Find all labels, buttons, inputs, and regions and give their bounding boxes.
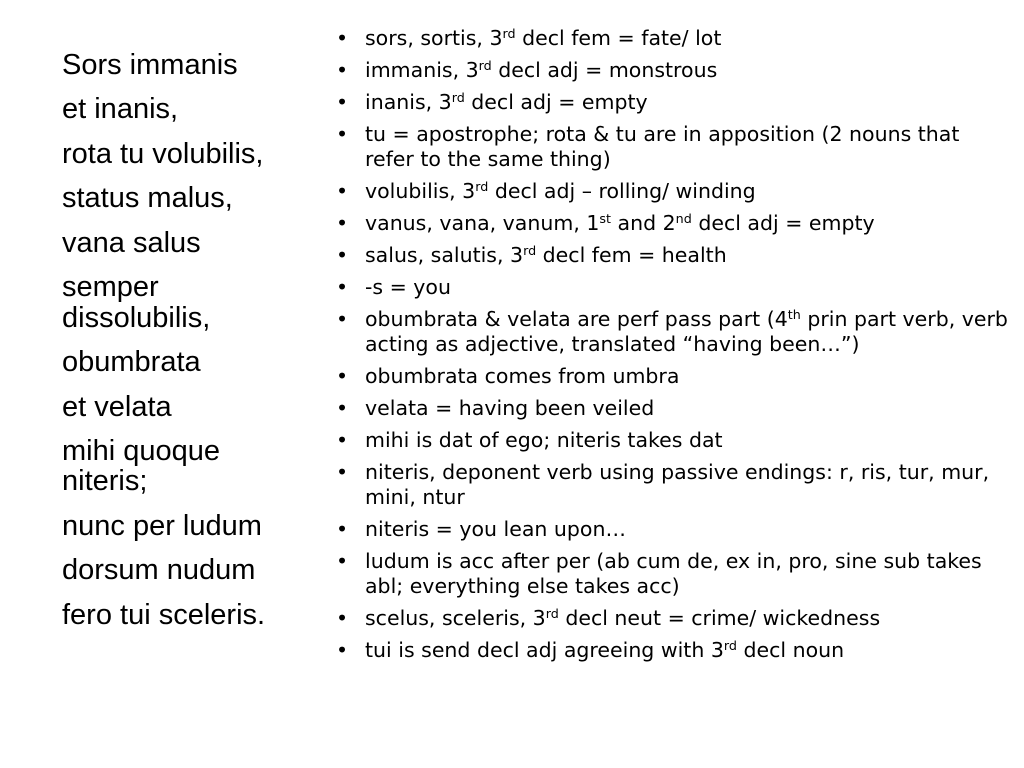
note-text-segment: vanus, vana, vanum, 1 (365, 211, 600, 235)
bullet-icon: • (335, 638, 349, 662)
note-item (332, 179, 1012, 204)
note-text (365, 460, 989, 509)
note-text-segment: decl adj = empty (464, 90, 648, 114)
note-text-segment: prin part verb, verb acting as adjective, translated “having been…”) (365, 307, 1008, 356)
note-item (332, 307, 1012, 357)
ordinal-suffix: nd (675, 211, 692, 227)
bullet-icon: • (335, 243, 349, 267)
note-text (365, 638, 844, 662)
bullet-icon: • (335, 549, 349, 573)
note-text-segment: decl adj = empty (691, 211, 875, 235)
bullet-icon: • (335, 122, 349, 146)
bullet-icon: • (335, 179, 349, 203)
note-text-segment: tu = apostrophe; rota & tu are in apposition (2 nouns that refer to the same thing) (365, 122, 960, 171)
note-text (365, 26, 721, 50)
bullet-icon: • (335, 460, 349, 484)
note-text-segment: immanis, 3 (365, 58, 479, 82)
ordinal-suffix: rd (523, 243, 537, 259)
note-text (365, 307, 1008, 356)
note-text-segment: velata = having been veiled (365, 396, 655, 420)
note-item (332, 58, 1012, 83)
note-text-segment: inanis, 3 (365, 90, 452, 114)
note-item (332, 122, 1012, 172)
note-text (365, 549, 982, 598)
note-text (365, 606, 880, 630)
note-text (365, 58, 717, 82)
poem-line: mihi quoque niteris; (62, 434, 220, 498)
poem-line: status malus, (62, 182, 233, 215)
note-item (332, 211, 1012, 236)
poem-line: semper dissolubilis, (62, 271, 211, 334)
poem-line: vana salus (62, 226, 201, 259)
note-item (332, 90, 1012, 115)
note-text-segment: scelus, sceleris, 3 (365, 606, 546, 630)
note-text (365, 122, 959, 171)
note-text-segment: decl neut = crime/ wickedness (558, 606, 881, 630)
poem-line: et velata (62, 390, 172, 423)
note-text-segment: decl fem = fate/ lot (515, 26, 722, 50)
poem-line: et inanis, (62, 93, 179, 126)
bullet-icon: • (335, 26, 349, 50)
note-text (365, 211, 875, 235)
note-text-segment: -s = you (365, 275, 451, 299)
note-item (332, 460, 1012, 510)
note-text-segment: decl adj = monstrous (491, 58, 718, 82)
note-text-segment: decl adj – rolling/ winding (488, 179, 756, 203)
note-item (332, 606, 1012, 631)
note-text (365, 396, 654, 420)
bullet-icon: • (335, 58, 349, 82)
bullet-icon: • (335, 517, 349, 541)
note-text-segment: and 2 (611, 211, 676, 235)
ordinal-suffix: rd (478, 58, 492, 74)
note-text (365, 517, 626, 541)
note-item (332, 638, 1012, 663)
poem-line: fero tui sceleris. (62, 598, 266, 631)
note-text-segment: decl fem = health (536, 243, 727, 267)
note-text (365, 364, 679, 388)
note-text (365, 275, 451, 299)
note-text-segment: decl noun (736, 638, 845, 662)
bullet-icon: • (335, 307, 349, 331)
poem-line: dorsum nudum (62, 554, 256, 587)
note-text-segment: niteris, deponent verb using passive endings: r, ris, tur, mur, mini, ntur (365, 460, 990, 509)
bullet-icon: • (335, 211, 349, 235)
ordinal-suffix: rd (723, 638, 737, 654)
note-text-segment: niteris = you lean upon… (365, 517, 626, 541)
ordinal-suffix: th (787, 307, 801, 323)
notes-list (332, 26, 1012, 670)
note-text-segment: ludum is acc after per (ab cum de, ex in, pro, sine sub takes abl; everything else takes acc) (365, 549, 982, 598)
ordinal-suffix: rd (451, 90, 465, 106)
note-item (332, 275, 1012, 300)
note-text-segment: mihi is dat of ego; niteris takes dat (365, 428, 723, 452)
bullet-icon: • (335, 275, 349, 299)
ordinal-suffix: rd (502, 26, 516, 42)
note-text-segment: volubilis, 3 (365, 179, 476, 203)
note-item (332, 26, 1012, 51)
ordinal-suffix: rd (545, 606, 559, 622)
note-text (365, 428, 723, 452)
note-item (332, 428, 1012, 453)
note-text (365, 90, 648, 114)
poem-line: nunc per ludum (62, 509, 262, 542)
note-text-segment: sors, sortis, 3 (365, 26, 503, 50)
bullet-icon: • (335, 428, 349, 452)
poem-line: rota tu volubilis, (62, 137, 264, 170)
bullet-icon: • (335, 90, 349, 114)
note-text-segment: tui is send decl adj agreeing with 3 (365, 638, 724, 662)
note-item (332, 396, 1012, 421)
note-item (332, 549, 1012, 599)
note-text-segment: obumbrata & velata are perf pass part (4 (365, 307, 788, 331)
ordinal-suffix: rd (475, 179, 489, 195)
bullet-icon: • (335, 396, 349, 420)
note-item (332, 243, 1012, 268)
poem-line: Sors immanis (62, 49, 238, 81)
poem-line: obumbrata (62, 346, 201, 379)
note-text-segment: obumbrata comes from umbra (365, 364, 680, 388)
note-text (365, 179, 756, 203)
note-item (332, 364, 1012, 389)
note-item (332, 517, 1012, 542)
poem-text (62, 50, 312, 644)
ordinal-suffix: st (599, 211, 612, 227)
note-text (365, 243, 727, 267)
bullet-icon: • (335, 606, 349, 630)
bullet-icon: • (335, 364, 349, 388)
note-text-segment: salus, salutis, 3 (365, 243, 524, 267)
